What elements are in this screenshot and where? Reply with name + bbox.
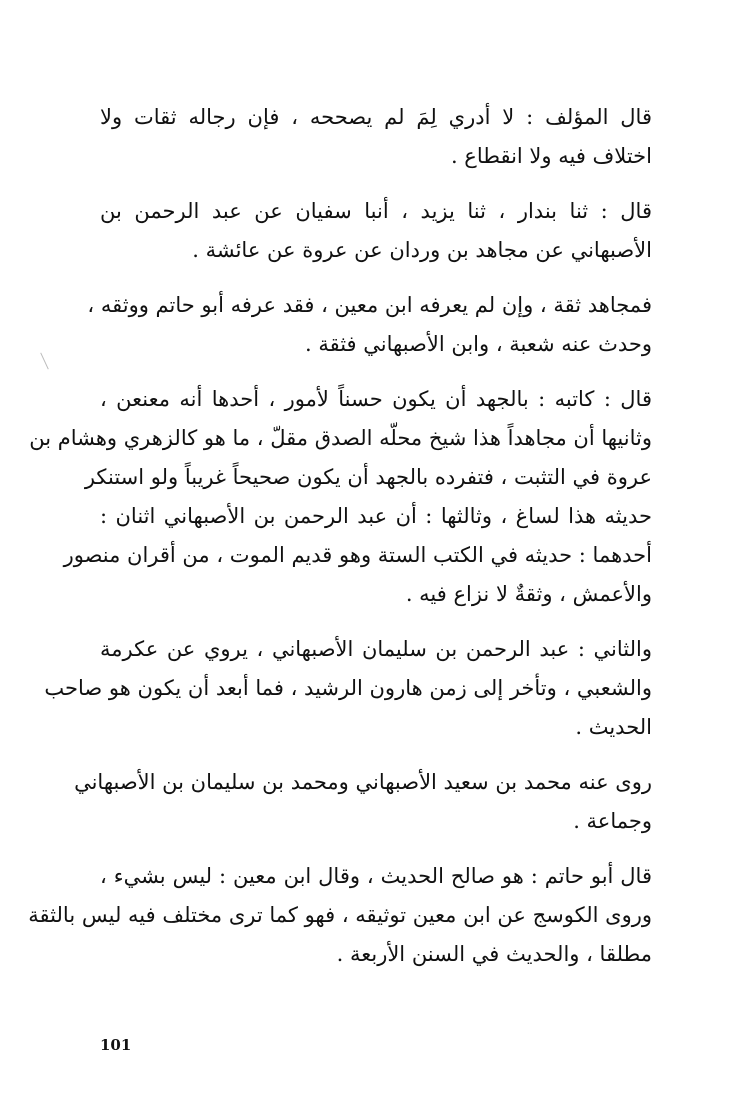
text-line: أحدهما : حديثه في الكتب الستة وهو قديم الموت ، من أقران منصور — [63, 543, 652, 567]
text-line: حديثه هذا لساغ ، وثالثها : أن عبد الرحمن بن الأصبهاني اثنان : — [100, 504, 652, 528]
margin-mark — [40, 353, 49, 370]
page-number: 101 — [100, 1036, 132, 1054]
text-line: فمجاهد ثقة ، وإن لم يعرفه ابن معين ، فقد عرفه أبو حاتم ووثقه ، — [87, 293, 652, 317]
text-line: وثانيها أن مجاهداً هذا شيخ محلّه الصدق مقلّ ، ما هو كالزهري وهشام بن — [29, 426, 652, 450]
text-line: عروة في التثبت ، فتفرده بالجهد أن يكون صحيحاً غريباً ولو استنكر — [84, 465, 652, 489]
text-line: قال : ثنا بندار ، ثنا يزيد ، أنبا سفيان عن عبد الرحمن بن — [100, 199, 652, 223]
text-line: والثاني : عبد الرحمن بن سليمان الأصبهاني ، يروي عن عكرمة — [100, 637, 652, 661]
paragraph-7 — [28, 857, 652, 974]
paragraph-6 — [74, 763, 652, 841]
paragraph-2 — [100, 192, 652, 270]
text-line: وروى الكوسج عن ابن معين توثيقه ، فهو كما ترى مختلف فيه ليس بالثقة — [28, 903, 652, 927]
text-line: قال المؤلف : لا أدري لِمَ لم يصححه ، فإن رجاله ثقات ولا — [100, 105, 652, 129]
text-line: وحدث عنه شعبة ، وابن الأصبهاني فثقة . — [304, 332, 652, 356]
paragraph-5 — [44, 630, 652, 747]
text-line: والشعبي ، وتأخر إلى زمن هارون الرشيد ، فما أبعد أن يكون هو صاحب — [44, 676, 652, 700]
text-line: اختلاف فيه ولا انقطاع . — [450, 144, 652, 168]
paragraph-3 — [87, 286, 652, 364]
text-line: قال أبو حاتم : هو صالح الحديث ، وقال ابن معين : ليس بشيء ، — [100, 864, 652, 888]
body-text — [28, 98, 652, 990]
paragraph-1 — [100, 98, 652, 176]
text-line: الأصبهاني عن مجاهد بن وردان عن عروة عن عائشة . — [192, 238, 652, 262]
text-line: الحديث . — [575, 715, 652, 739]
text-line: روى عنه محمد بن سعيد الأصبهاني ومحمد بن سليمان بن الأصبهاني — [74, 770, 652, 794]
paragraph-4 — [29, 380, 652, 614]
text-line: وجماعة . — [573, 809, 652, 833]
text-line: والأعمش ، وثقةٌ لا نزاع فيه . — [405, 582, 652, 606]
text-line: قال : كاتبه : بالجهد أن يكون حسناً لأمور ، أحدها أنه معنعن ، — [100, 387, 652, 411]
text-line: مطلقا ، والحديث في السنن الأربعة . — [336, 942, 652, 966]
